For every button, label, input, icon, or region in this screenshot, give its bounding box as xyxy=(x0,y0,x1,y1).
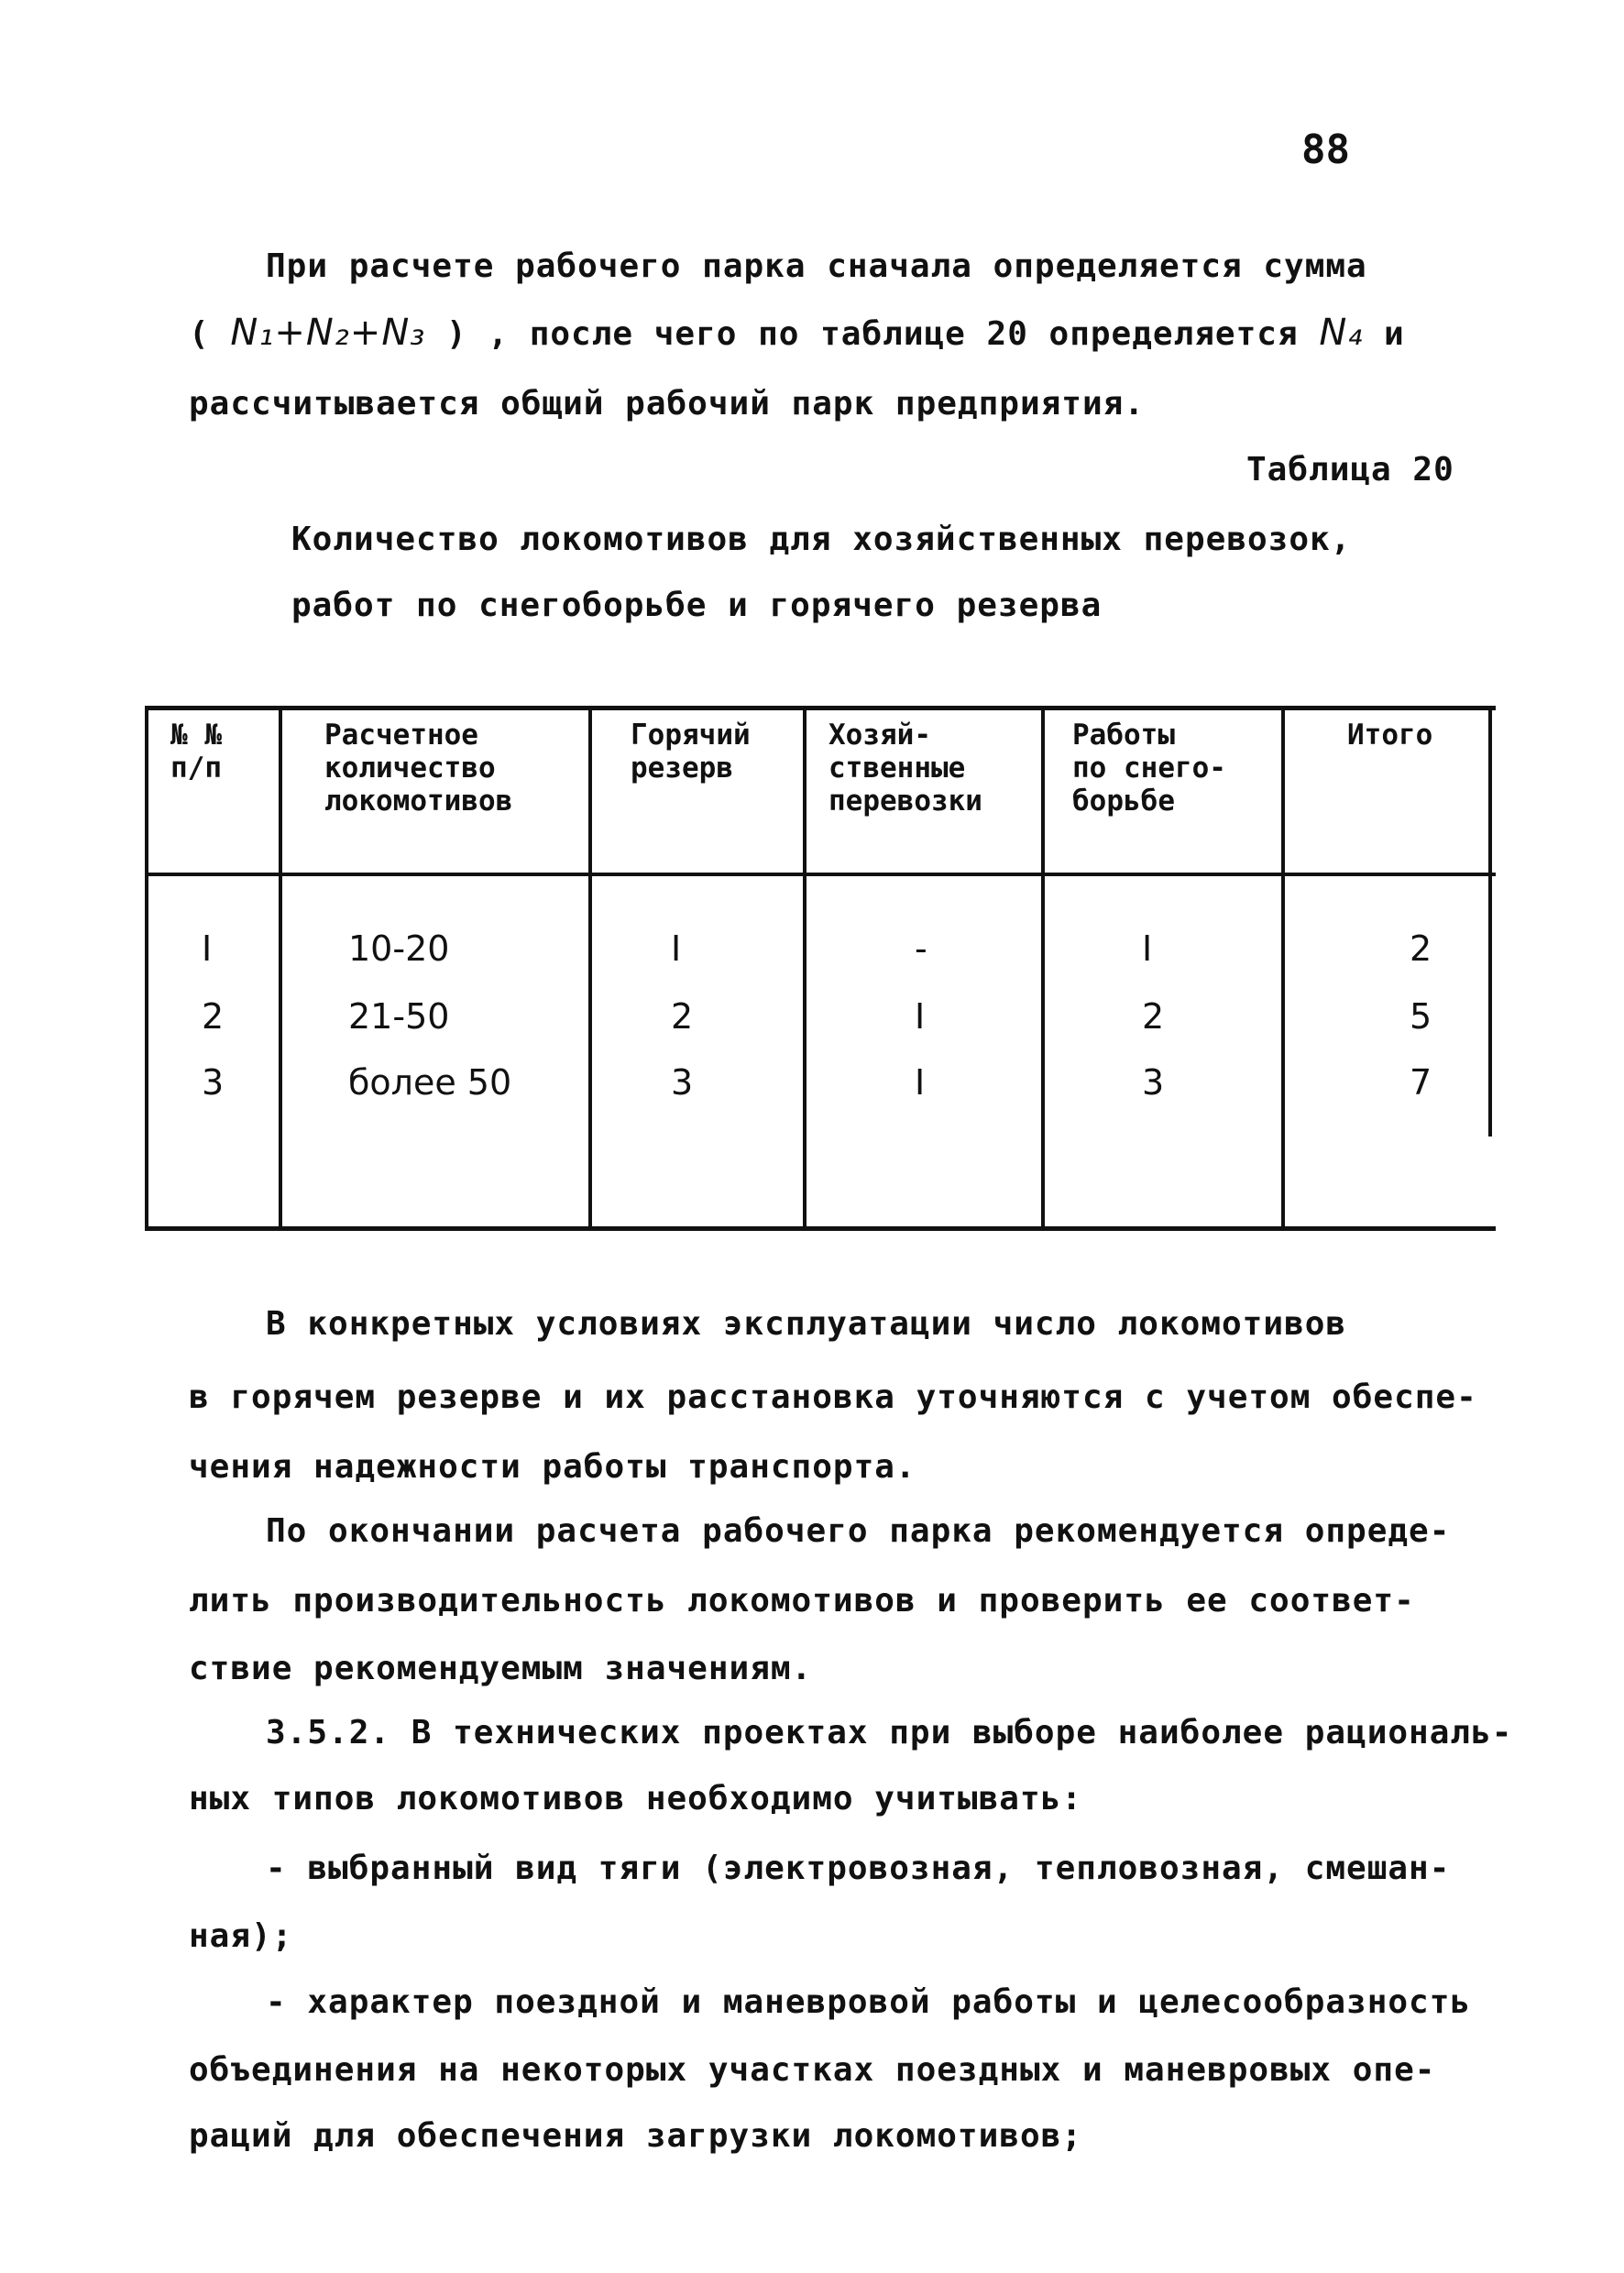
row-1-snow: I xyxy=(1142,928,1153,969)
para-3-line-1: 3.5.2. В технических проектах при выборе наиболее рациональ- xyxy=(266,1714,1513,1751)
header-hot-reserve: Горячий резерв xyxy=(631,719,751,785)
intro-line-2-end: и xyxy=(1383,315,1405,353)
intro-line-1: При расчете рабочего парка сначала определяется сумма xyxy=(266,247,1367,285)
row-3-num: 3 xyxy=(202,1062,225,1103)
list-item-2-line-1: - характер поездной и маневровой работы и целесообразность xyxy=(266,1983,1472,2021)
para-2-line-2: лить производительность локомотивов и проверить ее соответ- xyxy=(189,1582,1415,1620)
table-left-rule xyxy=(145,706,148,1231)
para-3-line-2: ных типов локомотивов необходимо учитывать: xyxy=(189,1780,1082,1817)
locomotive-table xyxy=(145,706,1496,1233)
page-number: 88 xyxy=(1301,126,1350,173)
intro-line-2-text: , после чего по таблице 20 определяется xyxy=(488,315,1299,353)
table-col-rule-5 xyxy=(1281,706,1285,1231)
row-2-snow: 2 xyxy=(1142,996,1165,1037)
table-right-rule xyxy=(1488,706,1492,1136)
row-3-total: 7 xyxy=(1410,1062,1432,1103)
formula-sum: N₁+N₂+N₃ xyxy=(230,312,426,354)
list-item-2-line-2: объединения на некоторых участках поездных и маневровых опе- xyxy=(189,2051,1436,2089)
row-3-hot-reserve: 3 xyxy=(671,1062,694,1103)
intro-line-2 xyxy=(189,312,1405,354)
para-2-line-3: ствие рекомендуемым значениям. xyxy=(189,1650,813,1687)
row-2-total: 5 xyxy=(1410,996,1432,1037)
header-estimated-count: Расчетное количество локомотивов xyxy=(324,719,513,818)
formula-paren-open: ( xyxy=(189,315,210,353)
para-1-line-3: чения надежности работы транспорта. xyxy=(189,1448,916,1486)
header-household-transport: Хозяй- ственные перевозки xyxy=(828,719,982,818)
para-1-line-1: В конкретных условиях эксплуатации число локомотивов xyxy=(266,1305,1347,1343)
row-2-household: I xyxy=(915,996,926,1037)
row-1-hot-reserve: I xyxy=(671,928,682,969)
intro-line-3: рассчитывается общий рабочий парк предприятия. xyxy=(189,385,1145,423)
table-bottom-rule xyxy=(145,1226,1496,1231)
table-title-line-2: работ по снегоборьбе и горячего резерва xyxy=(291,587,1103,624)
list-item-2-line-3: раций для обеспечения загрузки локомотивов; xyxy=(189,2117,1082,2155)
formula-n4: N₄ xyxy=(1319,312,1364,354)
table-col-rule-1 xyxy=(279,706,282,1231)
table-top-rule xyxy=(145,706,1496,710)
row-1-num: I xyxy=(202,928,213,969)
table-header-rule xyxy=(145,873,1496,876)
table-col-rule-4 xyxy=(1041,706,1045,1231)
row-1-estimated: 10-20 xyxy=(348,928,450,969)
para-2-line-1: По окончании расчета рабочего парка рекомендуется опреде- xyxy=(266,1512,1451,1550)
header-snow-removal: Работы по снего- борьбе xyxy=(1072,719,1226,818)
table-title-line-1: Количество локомотивов для хозяйственных перевозок, xyxy=(291,521,1352,558)
header-total: Итого xyxy=(1347,719,1433,752)
list-item-1-line-2: ная); xyxy=(189,1917,293,1955)
row-3-household: I xyxy=(915,1062,926,1103)
table-col-rule-2 xyxy=(588,706,592,1231)
header-num: № № п/п xyxy=(170,719,222,785)
formula-paren-close: ) xyxy=(445,315,467,353)
row-2-hot-reserve: 2 xyxy=(671,996,694,1037)
row-3-snow: 3 xyxy=(1142,1062,1165,1103)
table-label: Таблица 20 xyxy=(1246,451,1454,489)
row-2-estimated: 21-50 xyxy=(348,996,450,1037)
table-col-rule-3 xyxy=(803,706,807,1231)
row-1-total: 2 xyxy=(1410,928,1432,969)
row-2-num: 2 xyxy=(202,996,225,1037)
row-3-estimated: более 50 xyxy=(348,1062,512,1103)
para-1-line-2: в горячем резерве и их расстановка уточняются с учетом обеспе- xyxy=(189,1378,1477,1416)
list-item-1-line-1: - выбранный вид тяги (электровозная, тепловозная, смешан- xyxy=(266,1850,1451,1887)
row-1-household: - xyxy=(915,928,927,969)
